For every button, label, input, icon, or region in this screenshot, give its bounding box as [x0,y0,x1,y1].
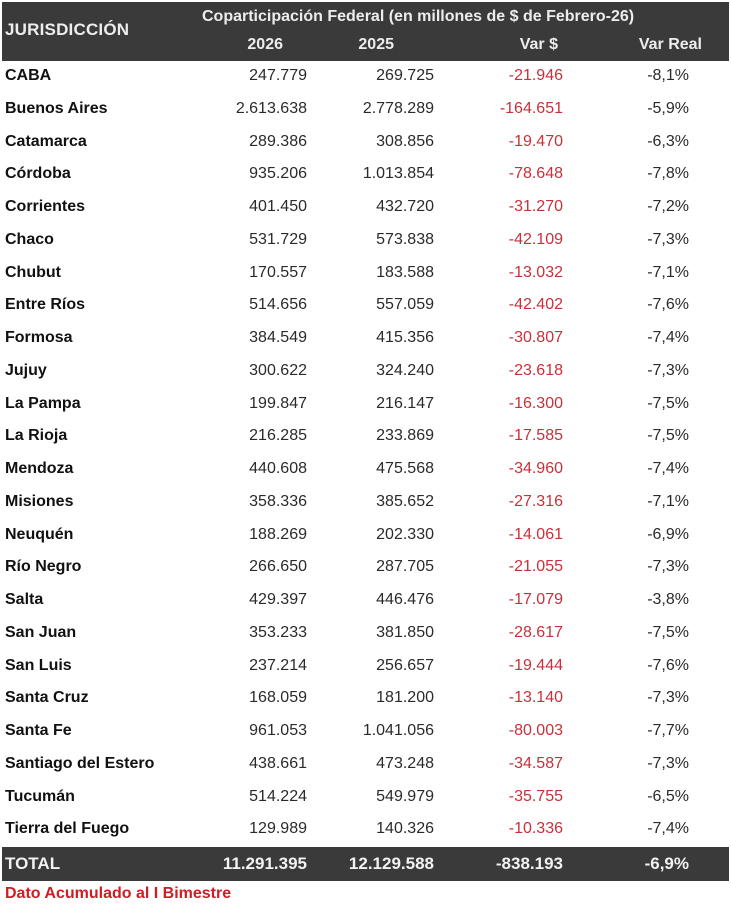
jurisdiction-name: Misiones [5,492,74,510]
value-2026: 129.989 [249,820,307,838]
value-2025: 432.720 [376,198,434,215]
table-row [2,356,729,389]
jurisdiction-name: Santiago del Estero [5,754,155,772]
value-var-abs: -28.617 [508,623,563,641]
jurisdiction-name: Neuquén [5,525,74,543]
value-2026: 199.847 [249,394,307,412]
value-var-abs: -164.651 [499,99,563,117]
value-2025: 324.240 [376,361,434,379]
value-var-real: -7,3% [647,689,689,707]
value-var-abs: -30.807 [508,329,563,346]
table-row [2,127,729,160]
column-header-2026: 2026 [247,36,283,53]
total-2026: 11.291.395 [222,854,307,873]
jurisdiction-name: Río Negro [5,558,82,576]
value-2026: 961.053 [249,722,307,739]
jurisdiction-name: Tucumán [5,787,75,805]
value-var-real: -7,6% [647,296,689,314]
table-row [2,159,729,192]
value-2026: 514.656 [249,296,307,314]
column-header-var-real: Var Real [638,36,702,53]
value-var-abs: -13.032 [508,263,563,281]
value-2026: 384.549 [249,329,307,346]
value-var-abs: -35.755 [508,787,563,805]
value-var-real: -7,3% [647,558,689,576]
jurisdiction-name: CABA [5,67,52,84]
total-var-real: -6,9% [644,854,689,873]
table-row [2,290,729,323]
value-2025: 1.013.854 [362,165,434,183]
value-var-real: -7,4% [647,329,689,346]
value-var-abs: -42.109 [508,230,563,248]
jurisdiction-name: Corrientes [5,198,86,215]
jurisdiction-name: San Juan [5,623,77,641]
total-label: TOTAL [5,854,61,873]
value-2025: 475.568 [376,460,434,477]
value-2026: 170.557 [249,263,307,281]
table-row [2,585,729,618]
table-row [2,487,729,520]
value-var-real: -7,1% [647,263,689,281]
table-row [2,618,729,651]
value-var-real: -7,3% [647,361,689,379]
table-row [2,749,729,782]
value-2026: 401.450 [249,198,307,215]
column-header-var-abs: Var $ [519,36,558,53]
value-2025: 549.979 [376,787,434,805]
jurisdiction-name: Mendoza [5,460,74,477]
jurisdiction-name: Buenos Aires [5,99,108,117]
jurisdiction-column-header: JURISDICCIÓN [5,20,130,39]
jurisdiction-name: Chaco [5,230,54,248]
value-var-abs: -21.055 [508,558,563,576]
value-var-real: -7,3% [647,754,689,772]
value-var-real: -7,4% [647,820,689,838]
value-var-abs: -17.585 [508,427,563,445]
value-2026: 935.206 [249,165,307,183]
value-var-abs: -16.300 [508,394,563,412]
value-var-real: -7,7% [647,722,689,739]
value-var-abs: -17.079 [508,591,563,608]
value-2026: 514.224 [249,787,307,805]
value-2025: 473.248 [376,754,434,772]
sub-column-headers [2,36,729,58]
jurisdiction-name: Santa Fe [5,722,72,739]
coparticipacion-table [2,2,729,881]
value-2025: 446.476 [376,591,434,608]
value-2026: 216.285 [249,427,307,445]
table-row [2,651,729,684]
value-2026: 429.397 [249,591,307,608]
value-var-real: -7,4% [647,460,689,477]
value-var-real: -7,8% [647,165,689,183]
table-row [2,389,729,422]
value-var-abs: -27.316 [508,492,563,510]
value-var-abs: -19.444 [508,656,563,674]
value-2026: 358.336 [249,492,307,510]
value-2025: 256.657 [376,656,434,674]
value-2025: 415.356 [376,329,434,346]
value-2026: 266.650 [249,558,307,576]
jurisdiction-name: Formosa [5,329,73,346]
jurisdiction-name: La Rioja [5,427,68,445]
jurisdiction-name: Catamarca [5,132,87,150]
value-2026: 2.613.638 [235,99,307,117]
value-var-abs: -19.470 [508,132,563,150]
footer-note: Dato Acumulado al I Bimestre [5,885,232,902]
value-2025: 233.869 [376,427,434,445]
table-row [2,716,729,749]
value-2025: 183.588 [376,263,434,281]
value-var-real: -7,6% [647,656,689,674]
value-var-abs: -34.587 [508,754,563,772]
jurisdiction-name: Entre Ríos [5,296,86,314]
table-body [2,61,729,847]
value-var-abs: -34.960 [508,460,563,477]
table-row [2,258,729,291]
value-2025: 1.041.056 [362,722,434,739]
value-2025: 181.200 [376,689,434,707]
jurisdiction-name: La Pampa [5,394,81,412]
jurisdiction-name: Córdoba [5,165,71,183]
table-header [2,2,729,61]
jurisdiction-name: Chubut [5,263,61,281]
table-row [2,225,729,258]
value-2025: 385.652 [376,492,434,510]
value-var-real: -8,1% [647,67,689,84]
value-2025: 381.850 [376,623,434,641]
table-row [2,814,729,847]
jurisdiction-name: Salta [5,591,44,608]
value-2025: 308.856 [376,132,434,150]
value-var-abs: -23.618 [508,361,563,379]
value-var-real: -6,9% [647,525,689,543]
value-2025: 573.838 [376,230,434,248]
value-2026: 440.608 [249,460,307,477]
table-row [2,323,729,356]
table-row [2,61,729,94]
value-2026: 237.214 [249,656,307,674]
value-var-abs: -21.946 [508,67,563,84]
value-var-abs: -78.648 [508,165,563,183]
jurisdiction-name: Jujuy [5,361,47,379]
value-var-abs: -10.336 [508,820,563,838]
value-2026: 438.661 [249,754,307,772]
value-2025: 557.059 [376,296,434,314]
value-var-real: -7,3% [647,230,689,248]
value-2026: 531.729 [249,230,307,248]
table-row [2,192,729,225]
column-header-2025: 2025 [358,36,394,53]
table-row [2,552,729,585]
value-2025: 216.147 [376,394,434,412]
total-2025: 12.129.588 [348,854,434,873]
value-var-abs: -13.140 [508,689,563,707]
value-var-real: -7,5% [647,394,689,412]
value-var-abs: -31.270 [508,198,563,215]
value-2026: 289.386 [249,132,307,150]
value-2026: 188.269 [249,525,307,543]
value-var-real: -6,3% [647,132,689,150]
table-row [2,94,729,127]
value-2026: 353.233 [249,623,307,641]
value-2025: 2.778.289 [362,99,434,117]
total-row [2,847,729,881]
value-2025: 140.326 [376,820,434,838]
value-2025: 269.725 [376,67,434,84]
table-row [2,454,729,487]
value-2025: 202.330 [376,525,434,543]
group-column-header: Coparticipación Federal (en millones de $ de Febrero-26) [202,8,635,25]
value-2026: 247.779 [249,67,307,84]
value-var-real: -7,1% [647,492,689,510]
value-2026: 300.622 [249,361,307,379]
total-var-abs: -838.193 [495,854,563,873]
value-var-abs: -42.402 [508,296,563,314]
jurisdiction-name: San Luis [5,656,72,674]
value-var-real: -6,5% [647,787,689,805]
table-row [2,782,729,815]
value-var-abs: -80.003 [508,722,563,739]
value-2026: 168.059 [249,689,307,707]
table-row [2,683,729,716]
value-var-real: -7,5% [647,427,689,445]
value-var-real: -7,5% [647,623,689,641]
value-var-real: -3,8% [647,591,689,608]
table-row [2,421,729,454]
value-2025: 287.705 [376,558,434,576]
table-row [2,520,729,553]
jurisdiction-name: Tierra del Fuego [5,820,130,838]
jurisdiction-name: Santa Cruz [5,689,89,707]
value-var-abs: -14.061 [508,525,563,543]
value-var-real: -7,2% [647,198,689,215]
value-var-real: -5,9% [647,99,689,117]
